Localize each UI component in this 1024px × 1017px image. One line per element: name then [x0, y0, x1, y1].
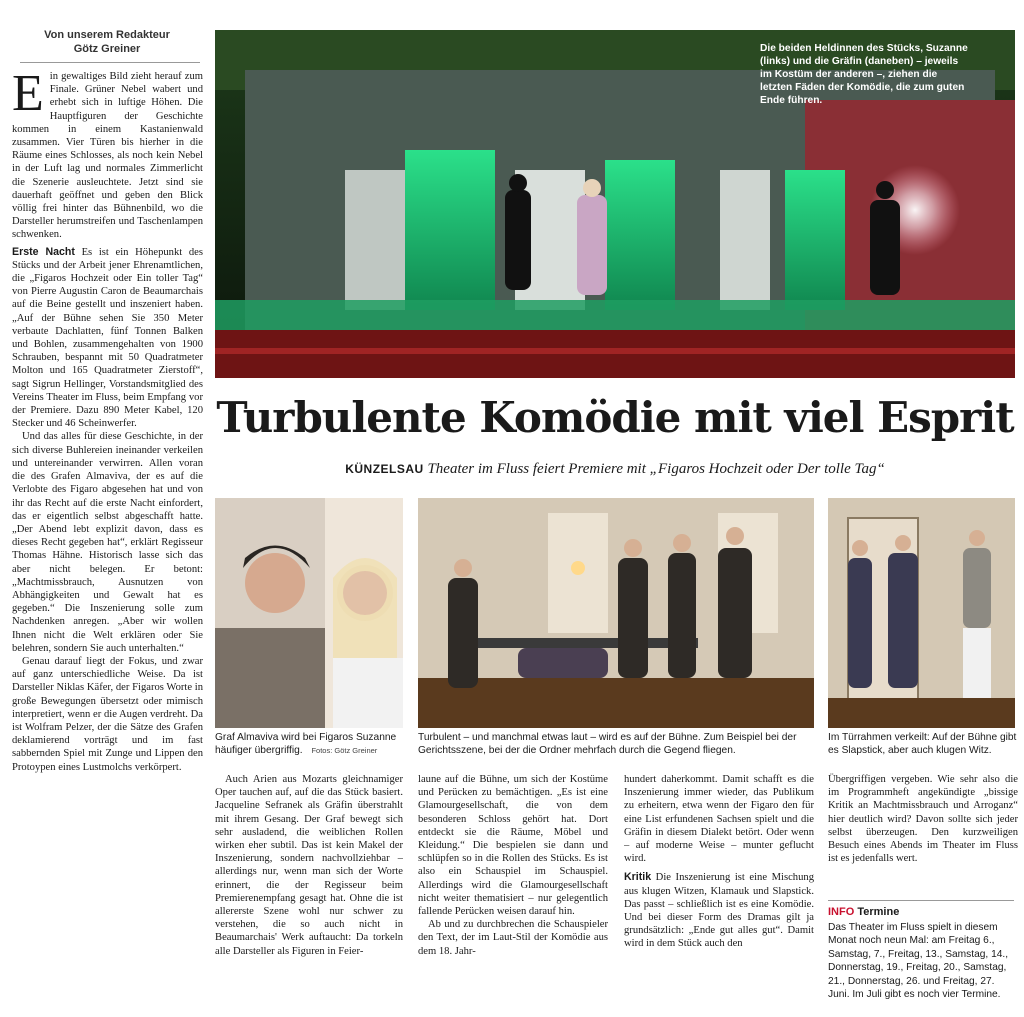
byline-line1: Von unserem Redakteur: [44, 29, 170, 41]
drop-cap: E: [12, 70, 44, 122]
paragraph-col3-2: Ab und zu durchbrechen die Schauspieler den Text, der im Laut-Stil der Komödie aus dem 18. Jahr-: [418, 919, 608, 957]
paragraph-col5-1: Übergriffigen vergeben. Wie sehr also die im Programmheft angekündigte „bissige Kritik an Machtmissbrauch und Arroganz“ hier deutlich wird? Davon sollte sich jeder selbst überzeugen. Den kurzweiligen Besuch eines Abends im Theater im Fluss ist es jedenfalls wert.: [828, 774, 1018, 865]
photo1-caption-text: Graf Almaviva wird bei Figaros Suzanne häufiger übergriffig.: [215, 732, 397, 756]
erste-nacht-text: Es ist ein Höhepunkt des Stücks und der Arbeit jener Ehrenamtlichen, die „Figaros Hochzeit oder Ein toller Tag“ von Pierre Augustin Caron de Beaumarchais auf die Beine gestellt und inszeniert haben. „Auf der Bühne sehen Sie 350 Meter verbaute Dachlatten, fünf Tonnen Balken und Bohlen, zusammengehalten von 1900 Schrauben, bespannt mit 50 Quadratmeter Molton und 165 Quadratmeter Zierstoff“, sagt Sigrun Hellinger, Vorstandsmitglied des Vereins Theater im Fluss, beim Empfang vor der Premiere. Dazu 890 Meter Kabel, 120 Stecker und 46 Scheinwerfer.: [12, 246, 203, 430]
photo-almaviva: [215, 498, 403, 728]
subhead-kritik: Kritik: [624, 871, 652, 884]
paragraph-erste-nacht: [12, 246, 203, 431]
almaviva-scene-illustration: [215, 498, 403, 728]
photo-tuerrahmen: [828, 498, 1015, 728]
byline-author: Götz Greiner: [73, 43, 141, 55]
paragraph-col2-1: Auch Arien aus Mozarts gleichnamiger Oper tauchen auf, auf die das Stück basiert. Jacqueline Sefranek als Gräfin überstrahlt mit ihrem Gesang. Der Graf bewegt sich sehr ausladend, die weiblichen Rollen wirken eher subtil. Das ist kein Makel der Inszenierung, sondern nachvollziehbar – allerdings nur, wenn man sich der Worte erinnert, die der Regisseur beim Premierenempfang gesagt hat. Ohne die ist allererste Szene wohl nur schwer zu verstehen, die so auch nicht in Beaumarchais' Werk auftaucht: Da torkeln alle Darsteller als Figuren in Feier-: [215, 774, 403, 957]
info-title: Termine: [854, 906, 900, 918]
hero-caption: Die beiden Heldinnen des Stücks, Suzanne (links) und die Gräfin (daneben) – jeweils im Kostüm der anderen –, ziehen die letzten Fäden der Komödie, die zum guten Ende führen.: [760, 43, 968, 106]
paragraph-intro: [12, 70, 203, 242]
subhead-erste-nacht: Erste Nacht: [12, 245, 75, 258]
text-column-4: [624, 773, 814, 1013]
text-column-1: [12, 70, 203, 1010]
subheadline-text: Theater im Fluss feiert Premiere mit „Figaros Hochzeit oder Der tolle Tag“: [427, 461, 885, 477]
photo2-caption: Turbulent – und manchmal etwas laut – wird es auf der Bühne. Zum Beispiel bei der Gerichtsszene, bei der die Ordner mehrfach durch die Gegend fliegen.: [418, 732, 797, 756]
intro-text: in gewaltiges Bild zieht herauf zum Finale. Grüner Nebel wabert und erhebt sich in luftige Höhen. Die Hauptfiguren der Geschichte kommen in einem Kastanienwald zusammen. Vier Türen bis hierher in die Räume eines Schlosses, als noch kein Nebel in der Luft lag und normales Zimmerlicht die Szenerie ausleuchtete. Jetzt sind sie dauerhaft geöffnet und geben den Blick völlig frei hinter das Bühnenbild, wo die Darsteller herumstreifen und Taschenlampen schwenken.: [12, 71, 203, 241]
paragraph-col4-1: hundert daherkommt. Damit schafft es die Inszenierung immer wieder, das Publikum zu erheitern, etwa wenn der Figaro den für eine List erfundenen Sachsen spielt und die Gräfin in diesem Dialekt betört. Oder wenn – auf moderne Weise – munter geflucht wird.: [624, 774, 814, 865]
text-column-5: [828, 773, 1018, 895]
dateline: KÜNZELSAU: [345, 462, 424, 476]
byline: [12, 28, 202, 56]
paragraph-kritik: [624, 871, 814, 950]
info-divider: [828, 900, 1014, 901]
photo-gerichtsszene: [418, 498, 814, 728]
info-heading: [828, 906, 899, 918]
subheadline: [215, 460, 1015, 478]
paragraph-col1-4: Genau darauf liegt der Fokus, und zwar auf ganz unterschiedliche Weise. Da ist Darsteller Niklas Käfer, der Figaros Worte in große Bewegungen übersetzt oder mimisch interpretiert, wenn er die Augen verdreht. Da ist Wolfram Pelzer, der die Sätze des Grafen deklamierend vorträgt und im fast sabbernden Spiel mit Zunge und Lippen den Protoypen eines Lustmolchs verkörpert.: [12, 655, 203, 773]
byline-divider: [20, 62, 200, 63]
photo1-caption: [215, 731, 403, 757]
kritik-text: Die Inszenierung ist eine Mischung aus klugen Witzen, Klamauk und Slapstick. Das passt – schließlich ist es eine Komödie. Und bei dieser Form des Dramas gilt ja grundsätzlich: „Ende gut alles gut“. Damit wird in dem Stück auch den: [624, 872, 814, 950]
photo-credit: Fotos: Götz Greiner: [311, 746, 378, 755]
text-column-2: [215, 773, 403, 1013]
text-column-3: [418, 773, 608, 1013]
headline: Turbulente Komödie mit viel Esprit: [216, 393, 1014, 442]
paragraph-col3-1: laune auf die Bühne, um sich der Kostüme und Perücken zu bemächtigen. „Es ist eine Glamourgesellschaft, die von dem besonderen Schloss gehört hat. Dort entdeckt sie die Räume, Möbel und Kleidung.“ Die bespielen sie dann und schlüpfen so in die Rollen des Stücks. Es ist also ein Schauspiel im Schauspiel. Allerdings wird die Glamourgesellschaft nicht weiter thematisiert – nur gelegentlich fallende Perücken weisen darauf hin.: [418, 774, 608, 918]
photo3-caption: Im Türrahmen verkeilt: Auf der Bühne gibt es Slapstick, aber auch klugen Witz.: [828, 732, 1017, 756]
info-label: INFO: [828, 906, 855, 918]
info-text: Das Theater im Fluss spielt in diesem Monat noch neun Mal: am Freitag 6., Samstag, 7., Freitag, 13., Samstag, 14., Donnerstag, 19., Freitag, 20., Samstag, 21., Donnerstag, 26. und Freitag, 27. Juni. Im Juli gibt es noch vier Termine.: [828, 922, 1009, 1001]
paragraph-col1-3: Und das alles für diese Geschichte, in der sich diverse Buhlereien ineinander verkeilen und untereinander verwirren. Allen voran die des Grafen Almaviva, der es auf die Verlobte des Figaro abgesehen hat und von ihr das Recht auf die erste Nacht einfordert, das er eigentlich selbst abgeschafft hatte. „Der Abend lebt explizit davon, dass es dieses Recht gegeben hat“, erklärt Regisseur Thomas Hähne. Historisch lasse sich das aber nicht belegen. Er betont: „Machtmissbrauch, Ausnutzen von Abhängigkeiten und Gewalt hat es gegeben.“ Die Inszenierung solle zum Nachdenken anregen. „Aber wir wollen Ihnen nicht die Welt erklären oder Sie belehren, sondern Sie auch unterhalten.“: [12, 431, 203, 654]
doorframe-scene-illustration: [828, 498, 1015, 728]
court-scene-illustration: [418, 498, 814, 728]
